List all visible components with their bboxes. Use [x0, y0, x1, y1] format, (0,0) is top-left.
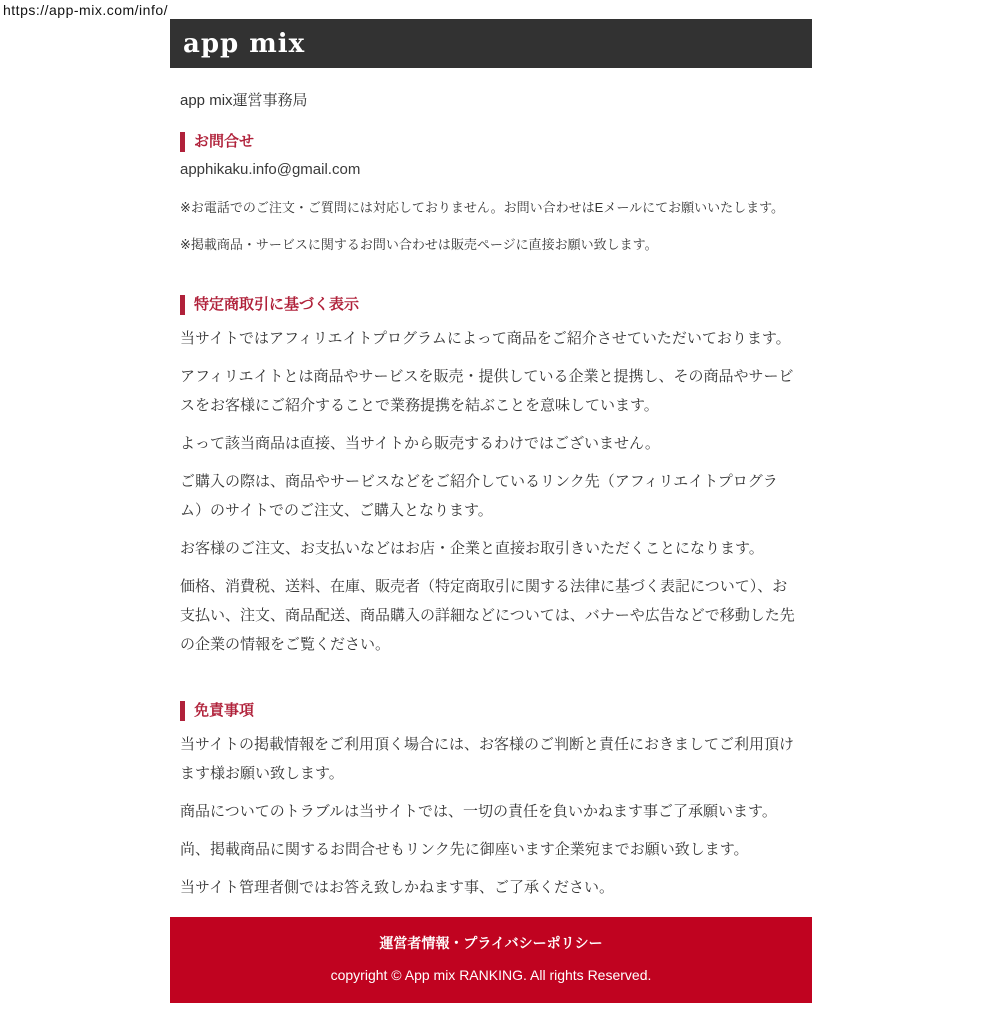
section-contact	[180, 132, 800, 253]
body-paragraph: お客様のご注文、お支払いなどはお店・企業と直接お取引きいただくことになります。	[180, 540, 764, 557]
contact-note: ※掲載商品・サービスに関するお問い合わせは販売ページに直接お願い致します。	[180, 237, 658, 252]
section-heading-commercial-law: 特定商取引に基づく表示	[180, 295, 800, 315]
contact-notes	[180, 199, 800, 253]
body-paragraph: 当サイトの掲載情報をご利用頂く場合には、お客様のご判断と責任におきましてご利用頂けます様お願い致します。	[180, 736, 794, 782]
body-paragraph: 当サイトではアフィリエイトプログラムによって商品をご紹介させていただいております。	[180, 330, 791, 347]
body-paragraph: よって該当商品は直接、当サイトから販売するわけではございません。	[180, 435, 660, 452]
section-commercial-law	[180, 295, 800, 659]
site-footer	[170, 917, 812, 1003]
page-container	[170, 19, 812, 911]
section-heading-disclaimer: 免責事項	[180, 701, 800, 721]
office-name: app mix運営事務局	[180, 92, 308, 109]
site-logo[interactable]: app mix	[183, 28, 306, 59]
site-header	[170, 19, 812, 68]
main-content	[170, 92, 812, 902]
body-paragraph: 当サイト管理者側ではお答え致しかねます事、ご了承ください。	[180, 879, 614, 896]
body-paragraph: 商品についてのトラブルは当サイトでは、一切の責任を負いかねます事ご了承願います。	[180, 803, 777, 820]
body-paragraph: ご購入の際は、商品やサービスなどをご紹介しているリンク先（アフィリエイトプログラム）のサイトでのご注文、ご購入となります。	[180, 473, 778, 519]
section-disclaimer	[180, 701, 800, 902]
footer-link-privacy-policy[interactable]: 運営者情報・プライバシーポリシー	[379, 935, 603, 951]
body-paragraph: アフィリエイトとは商品やサービスを販売・提供している企業と提携し、その商品やサービスをお客様にご紹介することで業務提携を結ぶことを意味しています。	[180, 368, 794, 414]
body-paragraph: 価格、消費税、送料、在庫、販売者（特定商取引に関する法律に基づく表記について）、お支払い、注文、商品配送、商品購入の詳細などについては、バナーや広告などで移動した先の企業の情報をご覧ください。	[180, 578, 795, 653]
page-url-label: https://app-mix.com/info/	[3, 2, 169, 18]
section-heading-contact: お問合せ	[180, 132, 800, 152]
footer-copyright: copyright © App mix RANKING. All rights Reserved.	[330, 967, 652, 983]
contact-email: apphikaku.info@gmail.com	[180, 161, 361, 178]
body-paragraph: 尚、掲載商品に関するお問合せもリンク先に御座います企業宛までお願い致します。	[180, 841, 749, 858]
contact-note: ※お電話でのご注文・ご質問には対応しておりません。お問い合わせはEメールにてお願いいたします。	[180, 200, 785, 215]
